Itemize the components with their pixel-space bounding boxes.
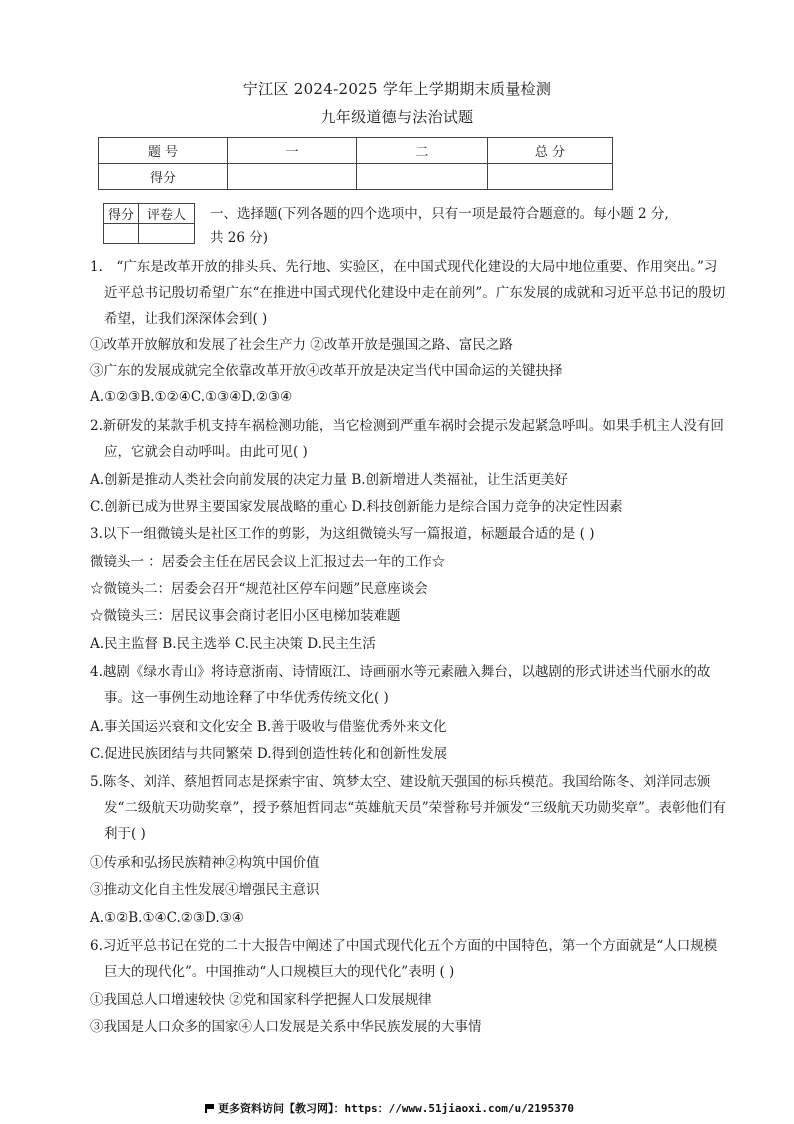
- section-1-heading: [210, 202, 710, 250]
- score-cell-total: 总 分: [488, 138, 613, 164]
- score-cell-empty: [357, 164, 488, 190]
- question-3-answers: A.民主监督 B.民主选举 C.民主决策 D.民主生活: [90, 636, 376, 652]
- question-5-option-line2: ③推动文化自主性发展④增强民主意识: [90, 882, 320, 898]
- question-6-option-line2: ③我国是人口众多的国家④人口发展是关系中华民族发展的大事情: [90, 1019, 482, 1035]
- grader-header-row: [104, 204, 195, 224]
- section-1-heading-line2: 共 26 分): [210, 230, 269, 246]
- exam-subtitle: 九年级道德与法治试题: [320, 108, 474, 126]
- question-1-option-line1: ①改革开放解放和发展了社会生产力 ②改革开放是强国之路、富民之路: [90, 337, 513, 353]
- flag-icon: [205, 1104, 215, 1113]
- question-2-stem: 2.新研发的某款手机支持车祸检测功能，当它检测到严重车祸时会提示发起紧急呼叫。如果手机主人没有回应，它就会自动呼叫。由此可见( ): [90, 418, 724, 460]
- question-3-micro-3: ☆微镜头三：居民议事会商讨老旧小区电梯加装难题: [90, 608, 401, 624]
- exam-title: 宁江区 2024-2025 学年上学期期末质量检测: [242, 80, 552, 98]
- grader-table: [103, 203, 195, 244]
- question-6-option-line1: ①我国总人口增速较快 ②党和国家科学把握人口发展规律: [90, 992, 432, 1008]
- question-5-answers: A.①②B.①④C.②③D.③④: [90, 910, 244, 926]
- question-3-micro-2: ☆微镜头二：居委会召开“规范社区停车问题”民意座谈会: [90, 581, 428, 597]
- grader-cell-empty: [104, 224, 139, 244]
- footer-text[interactable]: 更多资料访问【教习网】：https：//www.51jiaoxi.com/u/2195370: [218, 1102, 575, 1115]
- footer-link[interactable]: [205, 1100, 574, 1116]
- grader-blank-row: [104, 224, 195, 244]
- score-cell-section-2: 二: [357, 138, 488, 164]
- score-table: [98, 137, 613, 190]
- question-2-option-line1: A.创新是推动人类社会向前发展的决定力量 B.创新增进人类福祉，让生活更美好: [90, 472, 569, 488]
- score-cell-empty: [488, 164, 613, 190]
- question-4-stem: 4.越剧《绿水青山》将诗意浙南、诗情瓯江、诗画丽水等元素融入舞台，以越剧的形式讲述当代丽水的故事。这一事例生动地诠释了中华优秀传统文化( ): [90, 664, 711, 706]
- section-1-heading-line1: 一、选择题(下列各题的四个选项中，只有一项是最符合题意的。每小题 2 分,: [210, 206, 669, 222]
- grader-reviewer-label: 评卷人: [139, 204, 195, 224]
- question-1-answers: A.①②③B.①②④C.①③④D.②③④: [90, 389, 293, 405]
- score-cell-empty: [228, 164, 357, 190]
- question-5-option-line1: ①传承和弘扬民族精神②构筑中国价值: [90, 855, 320, 871]
- question-1-stem: 1. “广东是改革开放的排头兵、先行地、实验区，在中国式现代化建设的大局中地位重要、作用突出。”习近平总书记殷切希望广东“在推进中国式现代化建设中走在前列”。广东发展的成就和习近平总书记的殷切希望，让我们深深体会到( ): [90, 259, 726, 327]
- score-table-header-row: [99, 138, 613, 164]
- score-cell-score-label: 得分: [99, 164, 228, 190]
- score-table-score-row: [99, 164, 613, 190]
- grader-cell-empty: [139, 224, 195, 244]
- question-3-micro-1: 微镜头一 ：居委会主任在居民会议上汇报过去一年的工作☆: [90, 554, 446, 570]
- question-1-option-line2: ③广东的发展成就完全依靠改革开放④改革开放是决定当代中国命运的关键抉择: [90, 363, 563, 379]
- question-3-stem: 3.以下一组微镜头是社区工作的剪影，为这组微镜头写一篇报道，标题最合适的是 ( ): [90, 526, 595, 542]
- score-cell-question-number: 题 号: [99, 138, 228, 164]
- question-5-stem: 5.陈冬、刘洋、蔡旭哲同志是探索宇宙、筑梦太空、建设航天强国的标兵模范。我国给陈冬、刘洋同志颁发“二级航天功勋奖章”，授予蔡旭哲同志“英雄航天员”荣誉称号并颁发“三级航天功勋奖章”。表彰他们有利于( ): [90, 774, 726, 842]
- question-4-option-line1: A.事关国运兴衰和文化安全 B.善于吸收与借鉴优秀外来文化: [90, 719, 447, 735]
- grader-score-label: 得分: [104, 204, 139, 224]
- question-6-stem: 6.习近平总书记在党的二十大报告中阐述了中国式现代化五个方面的中国特色，第一个方面就是“人口规模巨大的现代化”。中国推动“人口规模巨大的现代化”表明 ( ): [90, 938, 718, 980]
- score-cell-section-1: 一: [228, 138, 357, 164]
- question-2-option-line2: C.创新已成为世界主要国家发展战略的重心 D.科技创新能力是综合国力竞争的决定性因素: [90, 499, 623, 515]
- question-4-option-line2: C.促进民族团结与共同繁荣 D.得到创造性转化和创新性发展: [90, 746, 448, 762]
